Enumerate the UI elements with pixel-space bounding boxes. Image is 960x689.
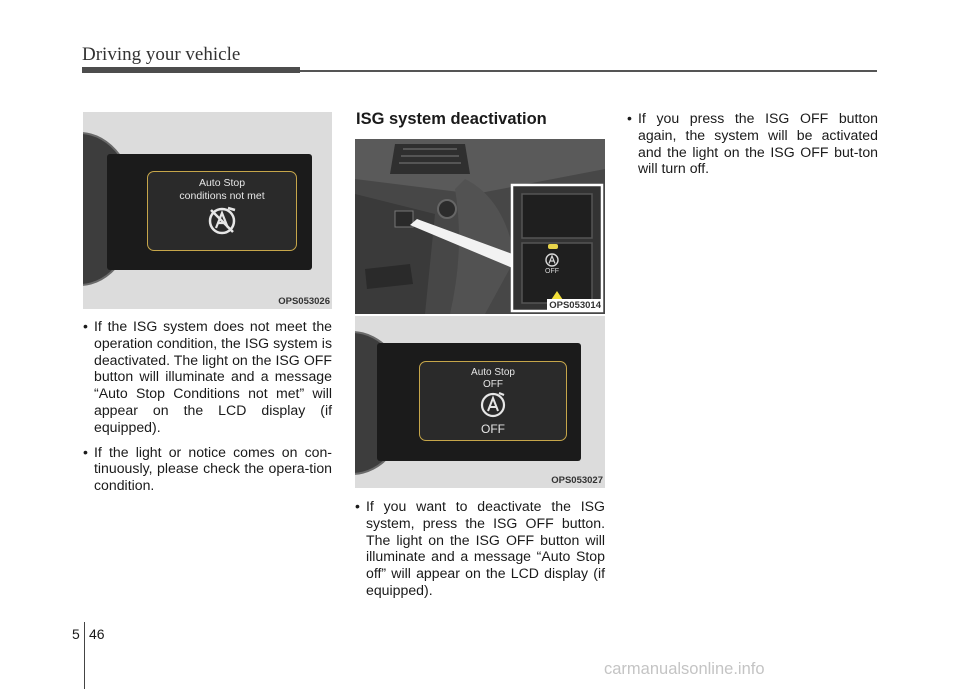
isg-button-light-icon (546, 242, 560, 252)
section-title: ISG system deactivation (356, 110, 547, 128)
header-rule (300, 70, 877, 72)
bullet-reactivate: • If you press the ISG OFF button again, the system will be activated and the light on the ISG OFF but-ton will turn off. (627, 110, 878, 177)
lcd-line-auto-stop: Auto Stop (471, 367, 515, 378)
lcd-off-label: OFF (481, 422, 505, 436)
figure-code: OPS053026 (278, 296, 330, 307)
middle-column (355, 498, 605, 607)
figure-code: OPS053014 (549, 300, 601, 311)
figure-dashboard-isg-button (355, 139, 605, 314)
figure-lcd-conditions-not-met (83, 112, 332, 309)
footer-divider (84, 622, 85, 689)
lcd-display (377, 343, 581, 461)
lcd-message-box (147, 171, 297, 251)
lcd-display (107, 154, 312, 270)
auto-stop-crossed-icon (205, 204, 239, 238)
auto-stop-icon (479, 391, 507, 419)
watermark: carmanualsonline.info (604, 660, 765, 678)
bullet-check-condition: • If the light or notice comes on con-tinuously, please check the opera-tion condition. (83, 444, 332, 494)
figure-lcd-auto-stop-off (355, 316, 605, 488)
footer-page-number: 46 (89, 626, 105, 642)
figure-code: OPS053027 (551, 475, 603, 486)
bullet-isg-condition: • If the ISG system does not meet the operation condition, the ISG system is deactivated. The light on the ISG OFF button will illuminate and a message “Auto Stop Conditions not met” will appear on the LCD display (if equipped). (83, 318, 332, 436)
lcd-message-box (419, 361, 567, 441)
lcd-line-conditions: conditions not met (179, 190, 265, 202)
dashboard-photo (355, 139, 605, 314)
footer-chapter-number: 5 (72, 626, 80, 642)
lcd-line-auto-stop: Auto Stop (198, 177, 246, 189)
isg-off-button-label: OFF (545, 268, 559, 275)
header-bar-dark (82, 67, 300, 73)
page-header-title: Driving your vehicle (82, 44, 241, 65)
isg-auto-stop-icon (544, 252, 560, 268)
bullet-deactivate: • If you want to deactivate the ISG system, press the ISG OFF button. The light on the ISG OFF button will illuminate and a message “Auto Stop off” will appear on the LCD display (if equipped). (355, 498, 605, 599)
lcd-line-off: OFF (483, 379, 503, 390)
left-column (83, 318, 332, 502)
right-column (627, 110, 878, 185)
